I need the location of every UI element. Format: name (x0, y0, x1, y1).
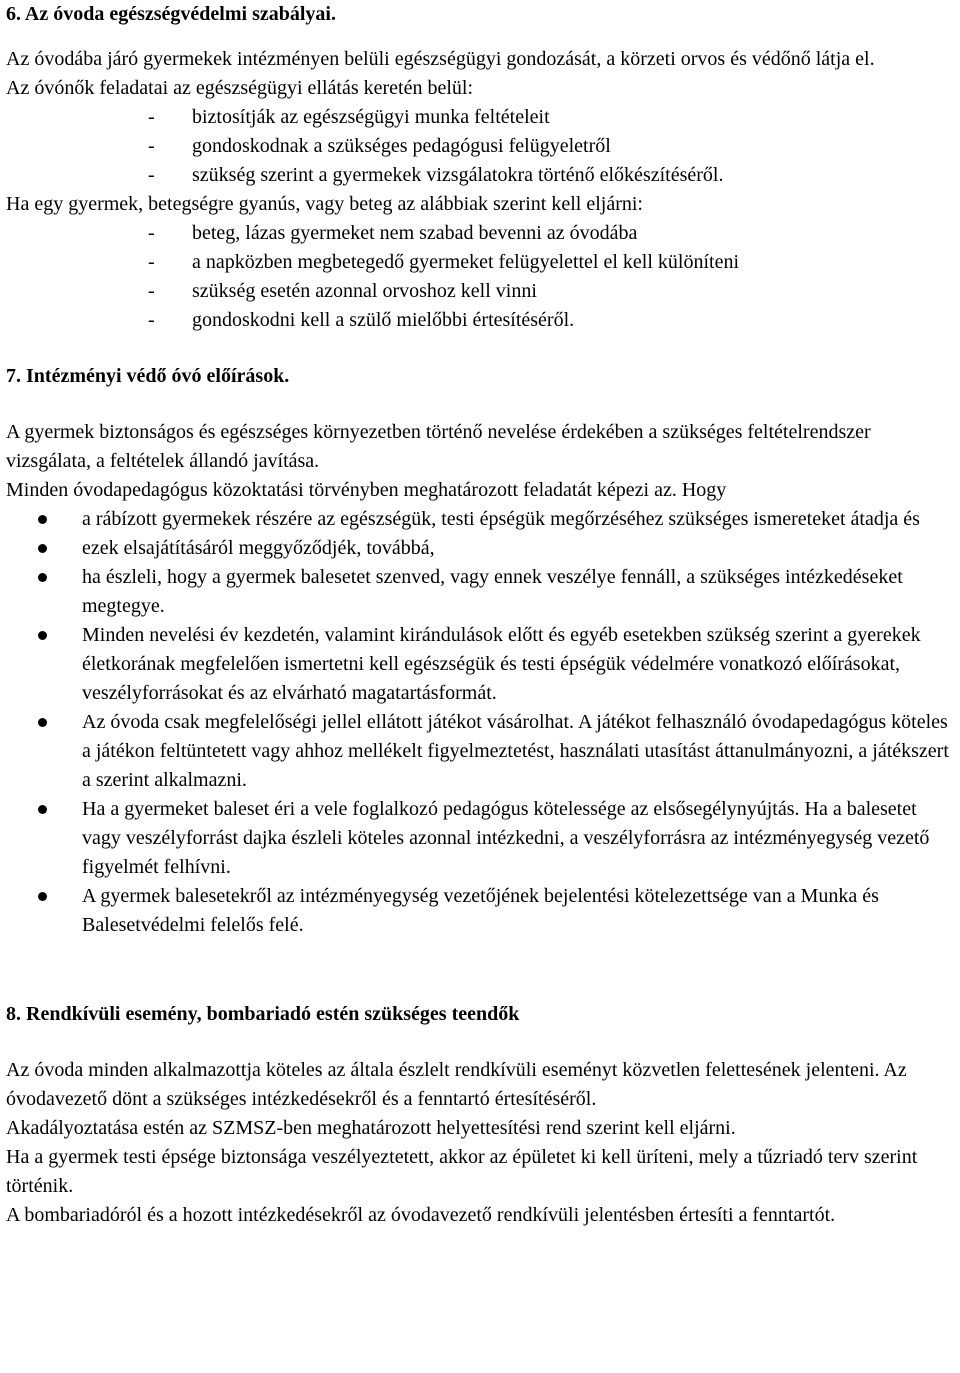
list-item: A gyermek balesetekről az intézményegység vezetőjének bejelentési kötelezettsége van a Munka és Balesetvédelmi felelős felé. (6, 882, 956, 940)
section-8-paragraph-1: Az óvoda minden alkalmazottja köteles az általa észlelt rendkívüli eseményt közvetlen felettesének jelenteni. Az óvodavezető dönt a szükséges intézkedésekről és a fenntartó értesítéséről. (6, 1059, 907, 1110)
list-item: Ha a gyermeket baleset éri a vele foglalkozó pedagógus kötelessége az elsősegélynyújtás. Ha a balesetet vagy veszélyforrást dajka észleli köteles azonnal intézkedni, a veszélyforrásra az intézményegység vezető figyelmét felhívni. (6, 795, 956, 882)
list-item: - gondoskodni kell a szülő mielőbbi értesítéséről. (148, 309, 575, 331)
section-8-paragraph-3: Ha a gyermek testi épsége biztonsága veszélyeztetett, akkor az épületet ki kell üríteni, mely a tűzriadó terv szerint történik. (6, 1146, 918, 1197)
bullet-icon (6, 534, 82, 563)
duties-list (6, 103, 956, 190)
list-item: - beteg, lázas gyermeket nem szabad bevenni az óvodába (148, 222, 638, 244)
section-7-heading: 7. Intézményi védő óvó előírások. (6, 365, 290, 387)
duties-lead: Az óvónők feladatai az egészségügyi ellátás keretén belül: (6, 77, 474, 99)
sick-lead: Ha egy gyermek, betegségre gyanús, vagy beteg az alábbiak szerint kell eljárni: (6, 193, 643, 215)
list-item: Minden nevelési év kezdetén, valamint kirándulások előtt és egyéb esetekben szükség szerint a gyerekek életkorának megfelelően ismertetni kell egészségük és testi épségük védelmére vonatkozó előírásokat, veszélyforrásokat és az elvárható magatartásformát. (6, 621, 956, 708)
bullet-icon (6, 795, 82, 882)
list-item: - a napközben megbetegedő gyermeket felügyelettel el kell különíteni (148, 251, 740, 273)
sick-list (6, 219, 956, 335)
list-item: - gondoskodnak a szükséges pedagógusi felügyeletről (148, 135, 611, 157)
section-6-intro: Az óvodába járó gyermekek intézményen belüli egészségügyi gondozását, a körzeti orvos és védőnő látja el. (6, 48, 875, 70)
section-8-paragraph-4: A bombariadóról és a hozott intézkedésekről az óvodavezető rendkívüli jelentésben értesíti a fenntartót. (6, 1204, 836, 1226)
bullet-icon (6, 563, 82, 621)
section-8-heading: 8. Rendkívüli esemény, bombariadó estén szükséges teendők (6, 1003, 520, 1025)
safety-bullet-list (6, 505, 956, 940)
list-item: - biztosítják az egészségügyi munka feltételeit (148, 106, 550, 128)
bullet-icon (6, 708, 82, 795)
list-item: ezek elsajátításáról meggyőződjék, továbbá, (6, 534, 956, 563)
list-item: - szükség esetén azonnal orvoshoz kell vinni (148, 280, 537, 302)
bullet-icon (6, 505, 82, 534)
section-6-heading: 6. Az óvoda egészségvédelmi szabályai. (6, 3, 336, 25)
list-item: - szükség szerint a gyermekek vizsgálatokra történő előkészítéséről. (148, 164, 724, 186)
bullet-icon (6, 621, 82, 708)
list-item: Az óvoda csak megfelelőségi jellel ellátott játékot vásárolhat. A játékot felhasználó óvodapedagógus köteles a játékon feltüntetett vagy ahhoz mellékelt figyelmeztetést, használati utasítást áttanulmányozni, a játékszert a szerint alkalmazni. (6, 708, 956, 795)
bullet-icon (6, 882, 82, 940)
document-page (6, 0, 956, 1230)
section-7-paragraph-1: A gyermek biztonságos és egészséges környezetben történő nevelése érdekében a szükséges feltételrendszer vizsgálata, a feltételek állandó javítása. (6, 421, 871, 472)
list-item: a rábízott gyermekek részére az egészségük, testi épségük megőrzéséhez szükséges ismereteket átadja és (6, 505, 956, 534)
section-8-paragraph-2: Akadályoztatása estén az SZMSZ-ben meghatározott helyettesítési rend szerint kell eljárni. (6, 1117, 736, 1139)
list-item: ha észleli, hogy a gyermek balesetet szenved, vagy ennek veszélye fennáll, a szükséges intézkedéseket megtegye. (6, 563, 956, 621)
section-7-paragraph-2: Minden óvodapedagógus közoktatási törvényben meghatározott feladatát képezi az. Hogy (6, 479, 727, 501)
